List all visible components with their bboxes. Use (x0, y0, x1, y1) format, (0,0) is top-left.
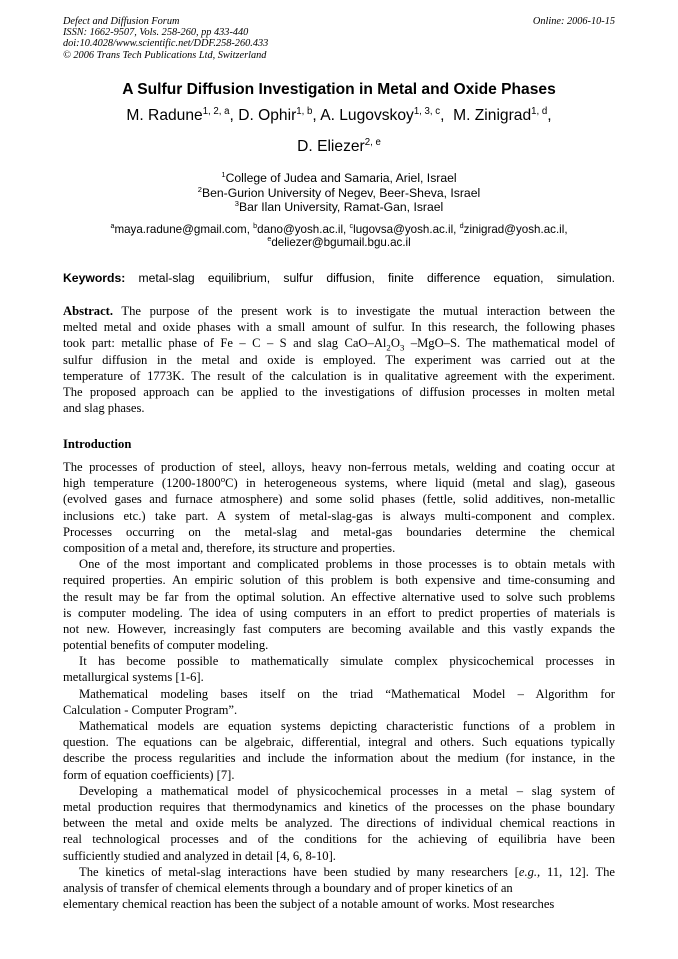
affiliation (0, 186, 678, 201)
body-line: question. The equations can be algebraic, differential, integral and others. Such equations typically (63, 735, 615, 750)
body-line: between the metal and oxide melts be analyzed. The directions of individual chemical reactions in (63, 816, 615, 831)
body-line (63, 475, 615, 491)
abstract-line (63, 303, 615, 319)
affiliation-text: Ben-Gurion University of Negev, Beer-Sheva, Israel (202, 185, 481, 200)
email-list-line2 (0, 236, 678, 249)
body-line: real technological processes and of the conditions for the achieving of equilibria have been (63, 832, 615, 847)
abstract-text: The purpose of the present work is to investigate the mutual interaction between the (121, 304, 615, 318)
author-mark: 1, 3, c (413, 105, 441, 117)
email-address[interactable]: lugovsa@yosh.ac.il, (353, 223, 457, 236)
body-line: Processes occurring on the metal-slag and metal-gas boundaries determine the chemical (63, 524, 615, 539)
body-line: It has become possible to mathematically simulate complex physicochemical processes in (79, 654, 615, 669)
author-name: M. Zinigrad (453, 107, 532, 124)
email-mark: b (253, 221, 258, 231)
affiliation-mark: 3 (234, 198, 239, 208)
body-line: describe the process regularities and include the information about the medium (for instance, in the (63, 751, 615, 766)
body-line: form of equation coefficients) [7]. (63, 767, 235, 782)
journal-doi: doi:10.4028/www.scientific.net/DDF.258-260.433 (63, 38, 269, 50)
abstract-line: The proposed approach can be applied to the investigations of diffusion processes in molten metal (63, 384, 615, 399)
body-line: composition of a metal and, therefore, its structure and properties. (63, 540, 396, 555)
body-line: One of the most important and complicated problems in those processes is to obtain metals with (79, 557, 615, 572)
abstract-text: took part: metallic phase of Fe – C – S and slag CaO–Al (63, 336, 387, 351)
abstract-text: O (390, 336, 400, 351)
subscript: 2 (386, 342, 391, 353)
email-address[interactable]: dano@yosh.ac.il, (257, 223, 347, 236)
email-mark: c (349, 221, 354, 231)
abstract-line: melted metal and oxide phases with a small amount of sulfur. In this research, the following phases (63, 320, 615, 335)
keywords-label: Keywords: (63, 271, 126, 285)
body-line: Mathematical modeling bases itself on the triad “Mathematical Model – Algorithm for (79, 686, 615, 701)
email-mark: d (459, 221, 464, 231)
email-mark: e (267, 234, 272, 244)
affiliation-mark: 2 (197, 184, 202, 194)
abstract-line: and slag phases. (63, 401, 145, 416)
body-line: required properties. An empiric solution of this problem is both expensive and time-consuming and (63, 573, 615, 588)
online-date: Online: 2006-10-15 (532, 16, 615, 27)
body-line: analysis of transfer of chemical elements through a boundary and of proper kinetics of an (63, 880, 513, 895)
body-line: not new. However, increasingly fast computers are becoming available and this vastly expands the (63, 621, 615, 636)
author-name: A. Lugovskoy (320, 107, 414, 124)
body-text: The kinetics of metal-slag interactions have been studied by many researchers [ (79, 864, 519, 879)
section-heading: Introduction (63, 437, 132, 451)
affiliation-mark: 1 (221, 169, 226, 179)
body-line: the result may be far from the optimal solution. An effective alternative used to solve such problems (63, 589, 615, 604)
body-line: sufficiently studied and analyzed in detail [4, 6, 8-10]. (63, 848, 336, 863)
email-mark: a (110, 221, 115, 231)
affiliation-text: College of Judea and Samaria, Ariel, Israel (225, 171, 457, 185)
body-text: high temperature (1200-1800 (63, 476, 221, 491)
author-list: M. Radune$^{1, 2, a}$, D. Ophir$^{1, b}$, A. Lugovskoy$^{1, 3, c}$, M. Zinigrad$^{1, d}$, (126, 105, 552, 124)
author-name: D. Eliezer (297, 138, 365, 155)
body-line: metal production requires that thermodynamics and kinetics of the processes on the phase boundary (63, 799, 615, 814)
author-list-line2 (0, 138, 678, 156)
affiliation (0, 171, 678, 186)
abstract-text: –MgO–S. The mathematical model of (404, 336, 615, 351)
author-mark: 1, b (296, 105, 313, 117)
email-address[interactable]: deliezer@bgumail.bgu.ac.il (271, 236, 411, 249)
author-name: M. Radune (126, 107, 203, 124)
body-line: inclusions etc.) take part. A system of metal-slag-gas is always multi-component and complex. (63, 508, 615, 523)
email-address[interactable]: maya.radune@gmail.com, (114, 223, 250, 236)
abstract (63, 303, 615, 416)
abstract-line (63, 335, 615, 351)
body-line: (evolved gases and furnace atmosphere) and some solid phases (fettle, solid additives, non-metallic (63, 492, 615, 507)
affiliation (0, 200, 678, 215)
body-line: The processes of production of steel, alloys, heavy non-ferrous metals, welding and coating occur at (63, 460, 615, 474)
author-name: D. Ophir (238, 107, 297, 124)
author-mark: 1, d (531, 105, 548, 117)
body-line: Mathematical models are equation systems depicting characteristic functions of a problem in (79, 719, 615, 733)
body-line: is computer modeling. The idea of using computers in an effort to predict properties of materials is (63, 605, 615, 620)
degree-mark: o (220, 474, 226, 484)
body-text: C) in heterogeneous systems, where liquid (metal and slag), gaseous (225, 476, 615, 491)
introduction-body (63, 459, 615, 912)
body-line: Calculation - Computer Program”. (63, 702, 238, 717)
paper-title: A Sulfur Diffusion Investigation in Metal and Oxide Phases (122, 81, 556, 98)
journal-issn: ISSN: 1662-9507, Vols. 258-260, pp 433-440 (63, 27, 249, 39)
body-text: 11, 12]. The (540, 864, 615, 879)
email-list (0, 223, 678, 236)
abstract-line: sulfur diffusion in the metal and oxide is employed. The experiment was carried out at the (63, 352, 615, 367)
body-line: Developing a mathematical model of physicochemical processes in a metal – slag system of (79, 783, 615, 798)
keywords-text: metal-slag equilibrium, sulfur diffusion, finite difference equation, simulation. (138, 271, 615, 285)
abstract-label: Abstract. (63, 304, 114, 318)
affiliation-text: Bar Ilan University, Ramat-Gan, Israel (238, 200, 444, 214)
abstract-line: temperature of 1773K. The result of the calculation is in qualitative agreement with the experiment. (63, 368, 615, 383)
journal-copyright: © 2006 Trans Tech Publications Ltd, Switzerland (63, 49, 267, 61)
body-line (63, 864, 615, 880)
keywords (63, 271, 615, 285)
email-address[interactable]: zinigrad@yosh.ac.il, (463, 223, 568, 236)
author-mark: 2, e (364, 136, 381, 148)
journal-header (63, 16, 268, 61)
subscript: 3 (399, 342, 405, 353)
body-line: metallurgical systems [1-6]. (63, 670, 204, 685)
body-text-italic: e.g., (518, 864, 541, 879)
journal-name: Defect and Diffusion Forum (63, 16, 180, 27)
body-line: potential benefits of computer modeling. (63, 638, 269, 653)
body-line: elementary chemical reaction has been the subject of a notable amount of works. Most researches (63, 897, 555, 912)
author-mark: 1, 2, a (202, 105, 230, 117)
